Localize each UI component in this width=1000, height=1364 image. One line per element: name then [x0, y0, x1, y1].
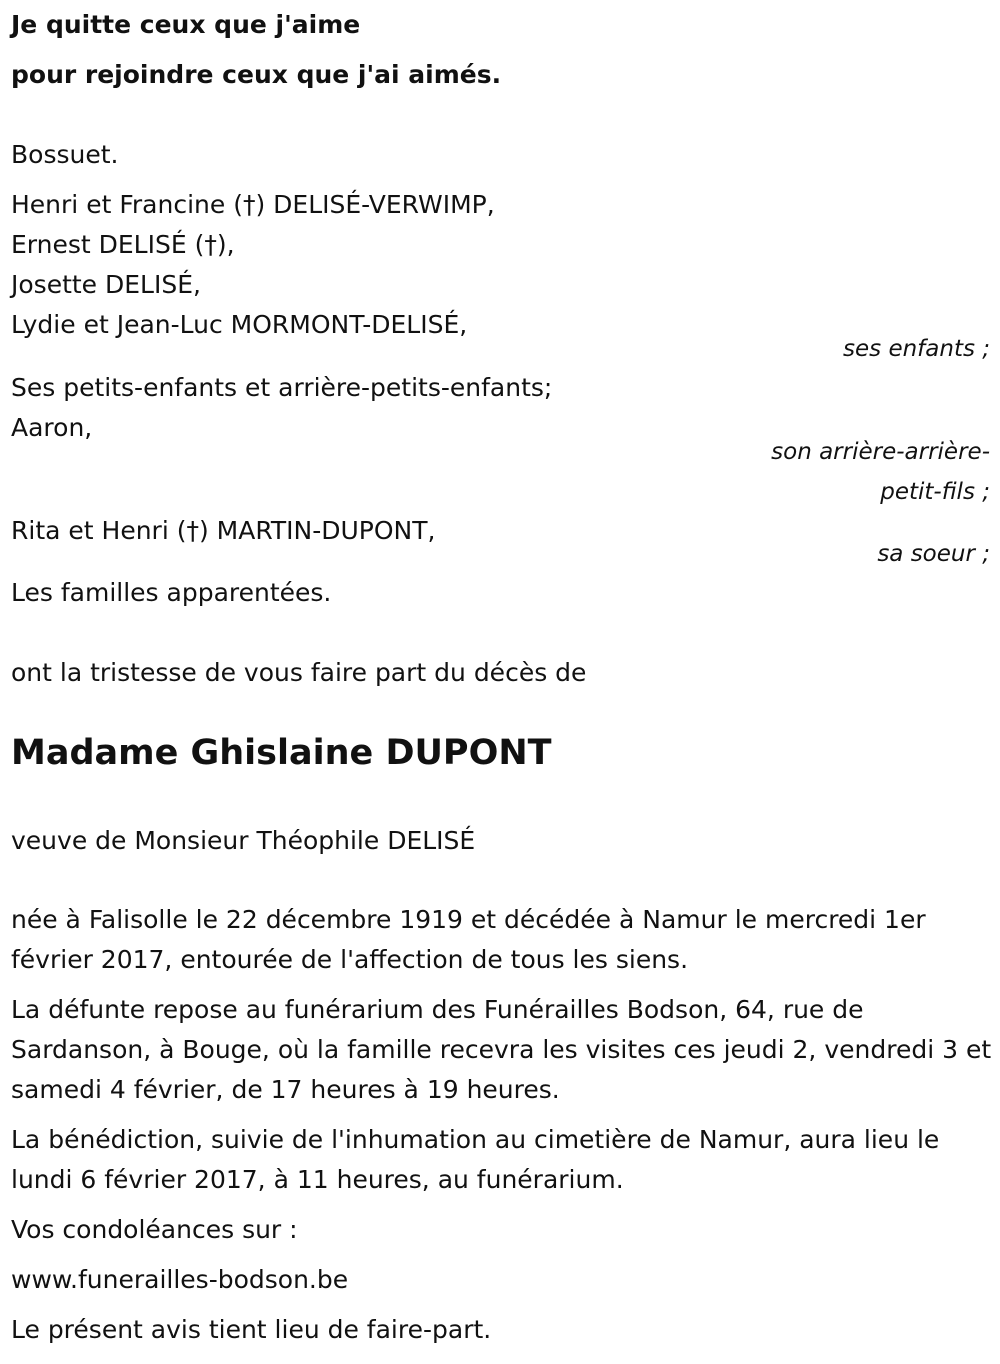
child-entry-3: Josette DELISÉ, — [11, 270, 201, 299]
condolences-link[interactable]: www.funerailles-bodson.be — [11, 1265, 349, 1294]
great-great-grandson-role-1: son arrière-arrière- — [771, 439, 990, 465]
ceremony-paragraph: La bénédiction, suivie de l'inhumation au cimetière de Namur, aura lieu le lundi 6 février 2017, à 11 heures, au funérarium. — [11, 1125, 940, 1194]
cross-icon: † — [204, 230, 217, 259]
great-great-grandson-role-2: petit-fils ; — [880, 479, 990, 505]
condolences-label: Vos condoléances sur : — [11, 1215, 298, 1244]
epigraph-line-2: pour rejoindre ceux que j'ai aimés. — [11, 60, 502, 89]
birth-death-paragraph: née à Falisolle le 22 décembre 1919 et décédée à Namur le mercredi 1er février 2017, entourée de l'affection de tous les siens. — [11, 905, 926, 974]
cross-icon: † — [186, 516, 199, 545]
widow-of: veuve de Monsieur Théophile DELISÉ — [11, 826, 476, 855]
condolences-link-wrap — [11, 1265, 348, 1295]
visitation-paragraph: La défunte repose au funérarium des Funérailles Bodson, 64, rue de Sardanson, à Bouge, où la famille recevra les visites ces jeudi 2, vendredi 3 et samedi 4 février, de 17 heures à 19 heures. — [11, 995, 992, 1104]
related-families: Les familles apparentées. — [11, 578, 332, 607]
children-role: ses enfants ; — [843, 336, 990, 362]
sister-entry-text: Rita et Henri ( — [11, 516, 187, 545]
child-entry-2-text-end: ), — [216, 230, 235, 259]
child-entry-1 — [11, 190, 495, 220]
sister-role: sa soeur ; — [877, 541, 990, 567]
sister-entry-text-end: ) MARTIN-DUPONT, — [198, 516, 436, 545]
cross-icon: † — [242, 190, 256, 219]
child-entry-4: Lydie et Jean-Luc MORMONT-DELISÉ, — [11, 310, 468, 339]
closing-note: Le présent avis tient lieu de faire-part. — [11, 1315, 492, 1344]
grandchildren: Ses petits-enfants et arrière-petits-enfants; — [11, 373, 553, 402]
place-name: Bossuet. — [11, 140, 119, 169]
child-entry-1-text-end: ) DELISÉ-VERWIMP, — [255, 190, 495, 219]
announcement: ont la tristesse de vous faire part du décès de — [11, 658, 587, 687]
child-entry-2 — [11, 230, 235, 260]
child-entry-2-text: Ernest DELISÉ ( — [11, 230, 205, 259]
deceased-name: Madame Ghislaine DUPONT — [11, 733, 552, 773]
sister-entry — [11, 516, 435, 546]
epigraph-line-1: Je quitte ceux que j'aime — [11, 10, 361, 39]
child-entry-1-text: Henri et Francine ( — [11, 190, 243, 219]
great-great-grandson: Aaron, — [11, 413, 93, 442]
